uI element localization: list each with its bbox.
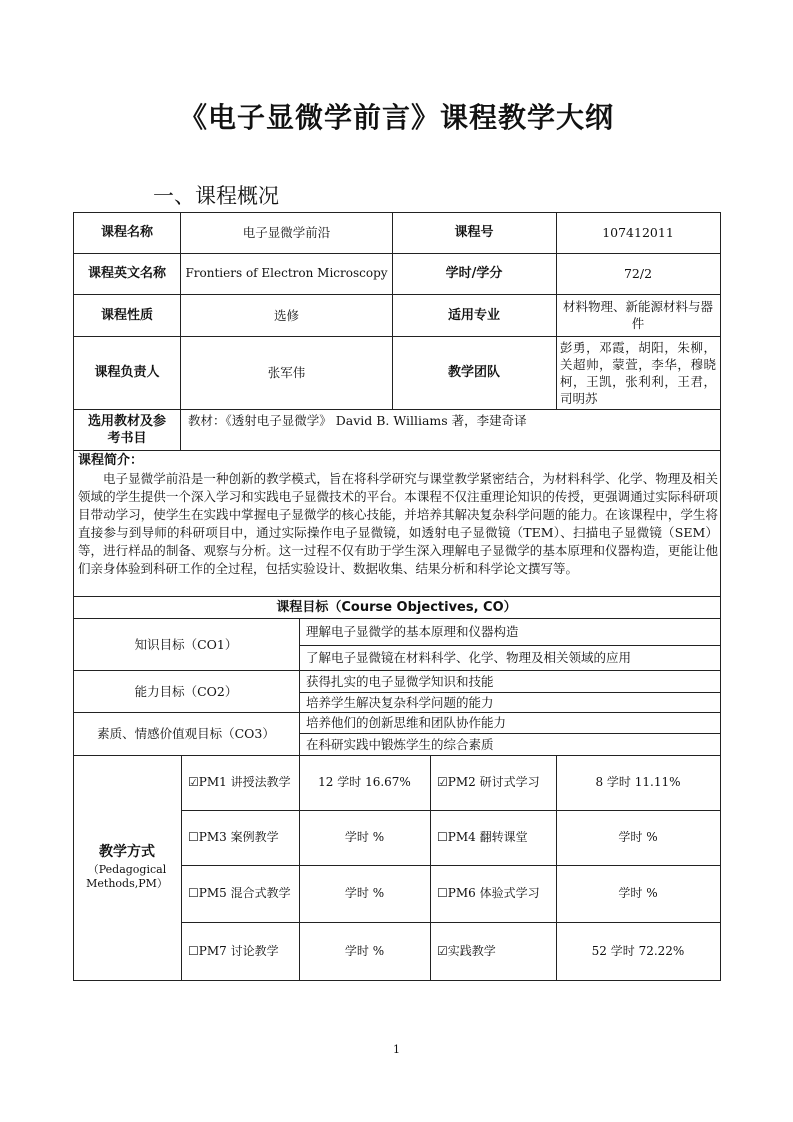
hours-credits-value: 72/2 — [623, 266, 653, 281]
method-value: 学时 % — [344, 943, 385, 958]
intro-label: 课程简介： — [78, 453, 144, 468]
textbook-label: 选用教材及参考书目 — [87, 413, 166, 446]
method-value: 8 学时 11.11% — [595, 775, 681, 789]
course-name-value: 电子显微学前沿 — [242, 225, 331, 240]
page-number: 1 — [393, 1043, 400, 1056]
leader-label: 课程负责人 — [94, 365, 160, 380]
pedagogy-sublabel: （Pedagogical Methods,PM） — [86, 863, 168, 890]
course-no-label: 课程号 — [454, 225, 494, 240]
objective-item: 了解电子显微镜在材料科学、化学、物理及相关领域的应用 — [306, 650, 632, 665]
pedagogy-label-cell — [73, 755, 181, 980]
course-name-label: 课程名称 — [100, 225, 153, 240]
team-label: 教学团队 — [447, 365, 500, 380]
majors-value: 材料物理、新能源材料与器件 — [562, 299, 713, 331]
method-name: ☐PM7 讨论教学 — [188, 943, 279, 958]
section-heading: 一、课程概况 — [153, 184, 279, 208]
pedagogy-label: 教学方式 — [99, 844, 155, 860]
method-name: ☐PM4 翻转课堂 — [437, 830, 528, 844]
method-value: 52 学时 72.22% — [591, 943, 685, 958]
course-intro — [78, 452, 718, 578]
objective-group-label: 能力目标（CO2） — [134, 683, 238, 699]
document-title: 《电子显微学前言》课程教学大纲 — [178, 101, 614, 134]
majors-label: 适用专业 — [447, 307, 500, 323]
method-value: 学时 % — [618, 830, 658, 844]
english-name-value: Frontiers of Electron Microscopy — [185, 266, 388, 280]
objective-group-label: 知识目标（CO1） — [134, 636, 238, 652]
nature-label: 课程性质 — [100, 307, 153, 323]
method-value: 学时 % — [344, 886, 385, 900]
method-value: 学时 % — [344, 830, 385, 844]
method-value: 12 学时 16.67% — [318, 775, 411, 789]
team-value: 彭勇，邓霞，胡阳，朱柳，关超帅，蒙萱，李华，穆晓柯，王凯，张利利，王君，司明苏 — [560, 339, 716, 406]
english-name-label: 课程英文名称 — [87, 266, 166, 281]
course-no-value: 107412011 — [602, 225, 674, 240]
objective-item: 获得扎实的电子显微学知识和技能 — [306, 673, 494, 689]
method-name: ☑PM1 讲授法教学 — [188, 775, 291, 789]
objective-group-label: 素质、情感价值观目标（CO3） — [97, 726, 275, 741]
objective-item: 培养学生解决复杂科学问题的能力 — [306, 694, 494, 710]
method-name: ☐PM5 混合式教学 — [188, 886, 291, 900]
method-name: ☑实践教学 — [437, 943, 496, 958]
objective-item: 在科研实践中锻炼学生的综合素质 — [306, 736, 494, 752]
textbook-value: 教材：《透射电子显微学》 David B. Williams 著，李建奇译 — [188, 413, 527, 428]
hours-credits-label: 学时/学分 — [445, 266, 503, 281]
intro-text: 电子显微学前沿是一种创新的教学模式，旨在将科学研究与课堂教学紧密结合，为材料科学、化学、物理及相关领域的学生提供一个深入学习和实践电子显微技术的平台。本课程不仅注重理论知识的传授，更强调通过实际科研项目带动学习，使学生在实践中掌握电子显微学的核心技能，并培养其解决复杂科学问题的能力。在该课程中，学生将直接参与到导师的科研项目中，通过实际操作电子显微镜，如透射电子显微镜（TEM）、扫描电子显微镜（SEM）等，进行样品的制备、观察与分析。这一过程不仅有助于学生深入理解电子显微学的基本原理和仪器构造，更能让他们亲身体验到科研工作的全过程，包括实验设计、数据收集、结果分析和科学论文撰写等。 — [78, 471, 718, 576]
method-name: ☑PM2 研讨式学习 — [437, 775, 540, 789]
objectives-header: 课程目标（Course Objectives, CO） — [276, 599, 517, 615]
method-value: 学时 % — [618, 886, 658, 900]
method-name: ☐PM3 案例教学 — [188, 830, 279, 844]
objective-item: 培养他们的创新思维和团队协作能力 — [306, 715, 507, 730]
leader-value: 张军伟 — [267, 365, 306, 380]
objective-item: 理解电子显微学的基本原理和仪器构造 — [306, 624, 519, 639]
nature-value: 选修 — [273, 307, 299, 323]
method-name: ☐PM6 体验式学习 — [437, 886, 540, 900]
